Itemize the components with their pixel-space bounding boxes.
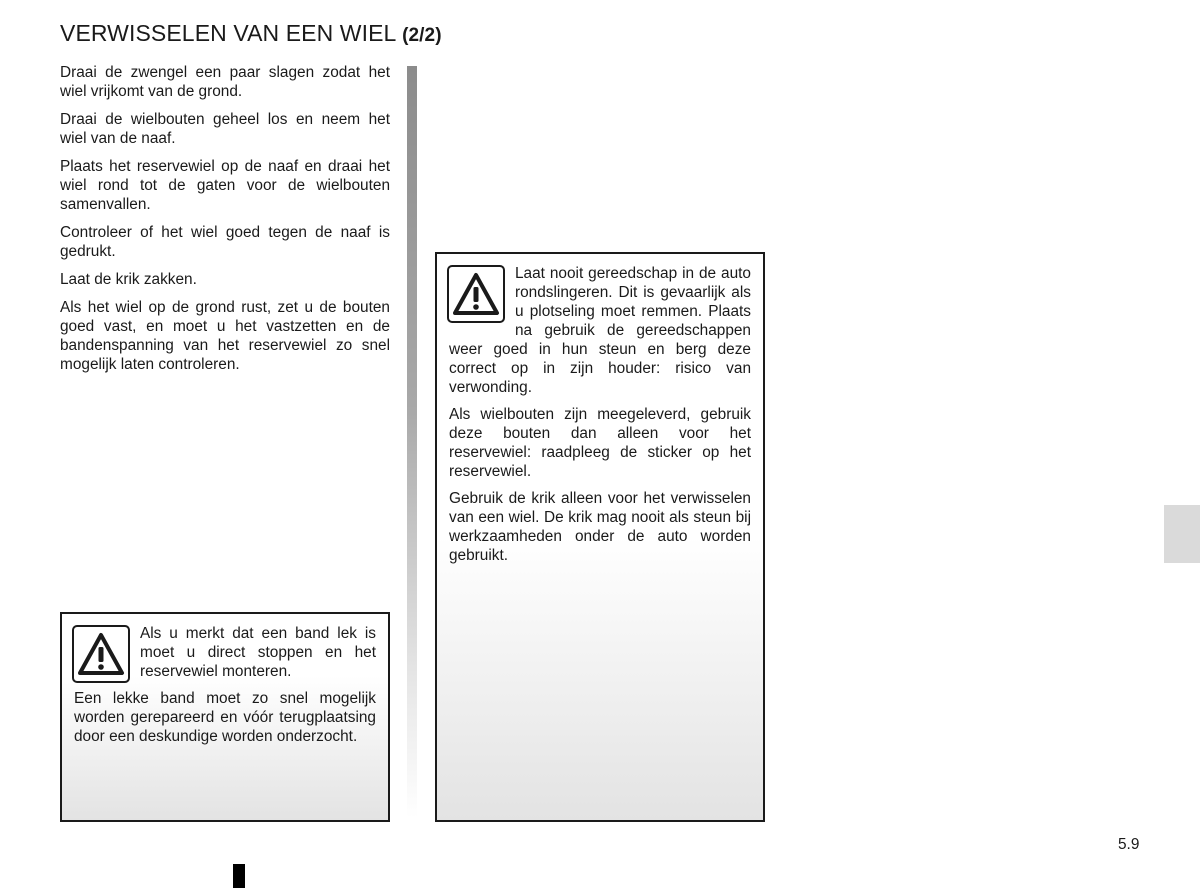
instruction-paragraph: Controleer of het wiel goed tegen de naaf is gedrukt. xyxy=(60,224,390,260)
warning-box-flat-tyre xyxy=(60,612,390,822)
page-number: 5.9 xyxy=(1118,836,1140,853)
instruction-paragraph: Laat de krik zakken. xyxy=(60,271,197,288)
column-divider xyxy=(407,66,417,818)
instructions-column xyxy=(60,63,390,383)
warning-triangle-icon xyxy=(447,265,505,323)
instruction-paragraph: Als het wiel op de grond rust, zet u de bouten goed vast, en moet u het vastzetten en de bandenspanning van het reservewiel zo snel mogelijk laten controleren. xyxy=(60,299,390,373)
warning-triangle-icon xyxy=(72,625,130,683)
warning-paragraph: Een lekke band moet zo snel mogelijk worden gerepareerd en vóór terugplaatsing door een deskundige worden onderzocht. xyxy=(74,690,376,745)
print-mark xyxy=(233,864,245,888)
page-title-part: (2/2) xyxy=(402,25,442,46)
page-title xyxy=(60,20,442,47)
warning-box-tools xyxy=(435,252,765,822)
page-title-main: VERWISSELEN VAN EEN WIEL xyxy=(60,20,396,46)
warning-paragraph: Laat nooit gereedschap in de auto rondslingeren. Dit is gevaarlijk als u plotseling moet remmen. Plaats na gebruik de gereedschappen weer goed in hun steun en berg deze correct op in zijn houder: risico van verwonding. xyxy=(449,265,751,396)
instruction-paragraph: Draai de wielbouten geheel los en neem het wiel van de naaf. xyxy=(60,111,390,147)
instruction-paragraph: Plaats het reservewiel op de naaf en draai het wiel rond tot de gaten voor de wielbouten samenvallen. xyxy=(60,158,390,213)
warning-paragraph: Gebruik de krik alleen voor het verwisselen van een wiel. De krik mag nooit als steun bij werkzaamheden onder de auto worden gebruikt. xyxy=(449,490,751,564)
instruction-paragraph: Draai de zwengel een paar slagen zodat het wiel vrijkomt van de grond. xyxy=(60,64,390,100)
section-thumb-tab xyxy=(1164,505,1200,563)
warning-paragraph: Als wielbouten zijn meegeleverd, gebruik deze bouten dan alleen voor het reservewiel: raadpleeg de sticker op het reservewiel. xyxy=(449,406,751,480)
warning-paragraph: Als u merkt dat een band lek is moet u direct stoppen en het reservewiel monteren. xyxy=(140,625,376,680)
